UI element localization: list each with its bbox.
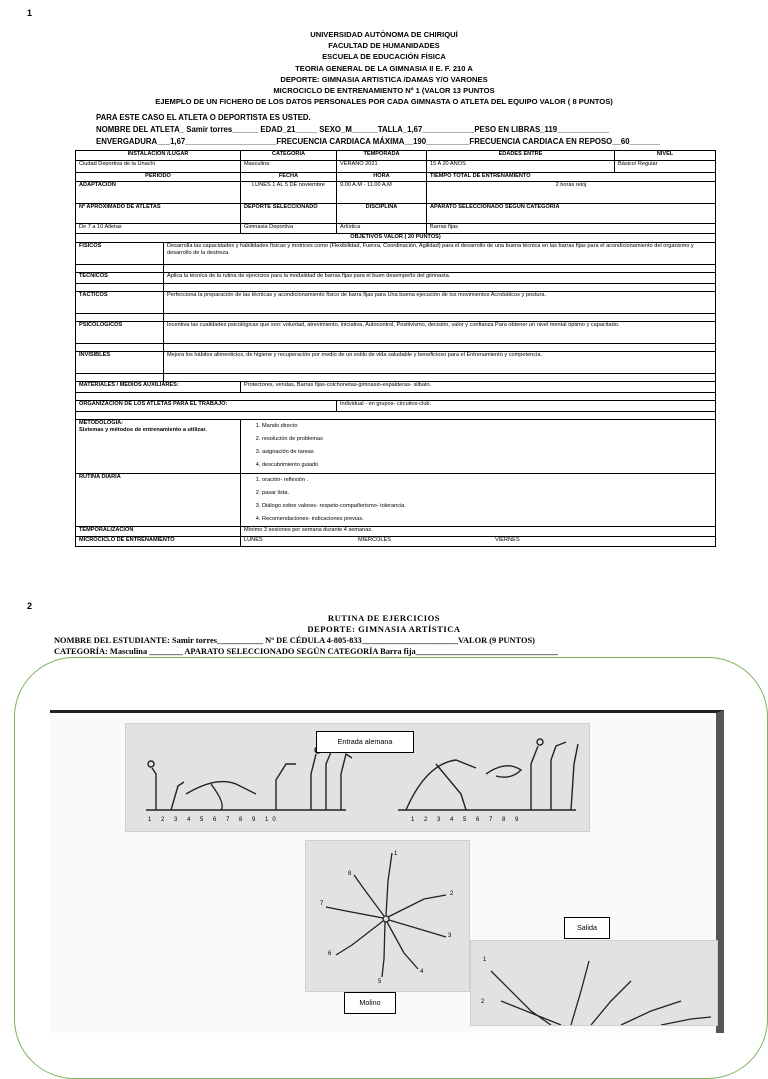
organization-value: Individual - en grupos- circuitos-club. [337,401,716,412]
molino-number: 3 [448,933,452,939]
spacer-cell [164,344,716,352]
spacer-cell [76,284,164,292]
methodology-label: METODOLOGÍA: [79,420,124,426]
objective-label-tactical: TÁCTICOS [76,292,164,314]
objective-text-invisible: Mejora los hábitos alimenticios, de higiene y recuperación por medio de un estilo de vida saludable y beneficioso para el Entrenamiento y competencia. [164,352,716,374]
spacer-cell [76,412,716,420]
entrada-alemana-label: Entrada alemana [316,731,414,753]
objective-text-psychological: Incentiva las cualidades psicológicas que son: voluntad, atrevimiento, iniciativa, Autocontrol, Positivismo, decisión, valor y confianza Para obtener un nivel mental óptimo y capacitado. [164,322,716,344]
day-friday: VIERNES [495,537,520,543]
page-number-1: 1 [27,8,33,18]
salida-photo [470,940,718,1026]
spacer-cell [164,314,716,322]
course-title: TEORIA GENERAL DE LA GIMNASIA II E. F. 210 A [295,64,473,73]
temporalization-label: TEMPORALIZACIÓN [76,527,241,537]
sport-subtitle: DEPORTE: GIMNASIA ARTÍSTICA [307,624,461,634]
microcycle-label: MICROCICLO DE ENTRENAMIENTO [76,537,241,547]
list-item: 4. Recomendaciones- indicaciones previas. [262,513,712,526]
header-cell-installation: INSTALACIÓN /LUGAR [76,151,241,161]
cell-season: VERANO 2021 [337,161,427,173]
header-cell-hour: HORA [337,173,427,182]
category-line: CATEGORÍA: Masculina ________ APARATO SELECCIONADO SEGÚN CATEGORÍA Barra fija__________________________________ [54,647,559,656]
methodology-cell [76,420,241,474]
molino-label: Molino [344,992,396,1014]
molino-number: 4 [420,969,424,975]
molino-drawing [306,841,469,991]
cell-total-time: 2 horas reloj [427,182,716,204]
day-wednesday: MIÉRCOLES [358,537,391,543]
molino-number: 8 [348,871,352,877]
list-item: 2. pasar lista. [262,487,712,500]
faculty-title: FACULTAD DE HUMANIDADES [328,41,440,50]
methodology-list-cell [241,420,716,474]
materials-label: MATERIALES / MEDIOS AUXILIARES: [76,382,241,393]
salida-label: Salida [564,917,610,939]
molino-number: 5 [378,979,382,985]
day-monday: LUNES [244,537,263,543]
sport-title: DEPORTE: GIMNASIA ARTISTICA /DAMAS Y/O VARONES [280,75,488,84]
header-cell-date: FECHA [241,173,337,182]
objective-text-physical: Desarrolla las capacidades y habilidades físicas y motrices como (Flexibilidad, Fuerza, Coordinación, Agilidad) para el desarrollo de una buena técnica en las barras fijas para el acondicionamiento del organismo y desarrollo de la destreza. [164,243,716,265]
list-item: 3. asignación de tareas [262,446,712,459]
objective-label-invisible: INVISIBLES [76,352,164,374]
spacer-cell [76,265,164,273]
organization-label: ORGANIZACIÓN DE LOS ATLETAS PARA EL TRABAJO: [76,401,337,412]
spacer-cell [164,265,716,273]
header-cell-total-time: TIEMPO TOTAL DE ENTRENAMIENTO [427,173,716,182]
list-item: 3. Diálogo sobre valores- respeto-compañerismo- tolerancia. [262,500,712,513]
molino-number: 2 [450,891,454,897]
objectives-title: OBJETIVOS VALOR ( 20 PUNTOS) [76,234,716,243]
days-cell [241,537,716,547]
school-title: ESCUELA DE EDUCACIÓN FÍSICA [322,52,446,61]
molino-number: 1 [394,851,398,857]
cell-discipline: Artística [337,224,427,234]
header-cell-level: NIVEL [615,151,716,161]
objective-label-psychological: PSICOLOGICOS [76,322,164,344]
header-cell-period: PERÍODO [76,173,241,182]
spacer-cell [164,284,716,292]
sequence-2-numbers: 1 2 3 4 5 6 7 8 9 [411,817,523,823]
routine-label: RUTINA DIARIA [76,474,241,527]
objective-label-physical: FÍSICOS [76,243,164,265]
cell-date: LUNES 1 AL 5 DE noviembre [241,182,337,204]
cell-sport: Gimnasia Deportiva [241,224,337,234]
header-cell-season: TEMPORADA [337,151,427,161]
spacer-cell [76,393,716,401]
routine-list [244,474,712,526]
spacer-cell [76,314,164,322]
header-cell-discipline: DISCIPLINA [337,204,427,224]
routine-list-cell [241,474,716,527]
cell-period: ADAPTACIÓN [76,182,241,204]
cell-level: Básico/ Regular [615,161,716,173]
objective-label-technical: TÉCNICOS [76,273,164,284]
temporalization-value: Mínimo 3 sesiones por semana durante 4 semanas. [241,527,716,537]
cell-hour: 9.00 A.M - 11.00 A.M [337,182,427,204]
salida-number: 2 [481,999,485,1005]
salida-number: 1 [483,957,487,963]
objective-text-tactical: Perfecciona la preparación de las técnicas y acondicionamiento físico de barra fijas para Una buena ejecución de los movimientos Acrobáticos y postura. [164,292,716,314]
list-item: 2. resolución de problemas [262,433,712,446]
list-item: 4. descubrimiento guiado [262,459,712,472]
spacer-cell [76,374,164,382]
athlete-measures-line: ENVERGADURA___1,67_____________________FRECUENCIA CARDIACA MÁXIMA__190__________FRECUENCIA CARDIACA EN REPOSO__60_______ [96,137,660,146]
spacer-cell [76,344,164,352]
cell-apparatus: Barras fijas [427,224,716,234]
cell-ages: 15 A 20 AÑOS [427,161,615,173]
materials-value: Protectores, vendas, Barras fijas-colchonetas-gimnasio-espalderas- silbato. [241,382,716,393]
header-cell-sport: DEPORTE SELECCIONADO [241,204,337,224]
sequence-1-numbers: 1 2 3 4 5 6 7 8 9 10 [148,817,280,823]
list-item: 1. oración- reflexión . [262,474,712,487]
molino-number: 6 [328,951,332,957]
methodology-subtitle: Sistemas y métodos de entrenamiento a utilizar. [79,427,207,434]
routine-title: RUTINA DE EJERCICIOS [327,613,441,623]
student-line: NOMBRE DEL ESTUDIANTE: Samir torres___________ Nº DE CÉDULA 4-805-833_______________________VALOR (9 PUNTOS) [54,636,535,645]
spacer-cell [164,374,716,382]
molino-number: 7 [320,901,324,907]
university-title: UNIVERSIDAD AUTÓNOMA DE CHIRIQUÍ [310,30,458,39]
example-title: EJEMPLO DE UN FICHERO DE LOS DATOS PERSONALES POR CADA GIMNASTA O ATLETA DEL EQUIPO VALOR ( 8 PUNTOS) [155,97,613,106]
header-cell-apparatus: APARATO SELECCIONADO SEGÚN CATEGORÍA [427,204,716,224]
objective-text-technical: Aplica la técnica de la rutina de ejercicios para la modalidad de barras fijas para el buen desempeño del gimnasta. [164,273,716,284]
page-number-2: 2 [27,601,33,611]
list-item: 1. Mando directo [262,420,712,433]
athlete-data-line: NOMBRE DEL ATLETA_ Samir torres______ EDAD_21_____ SEXO_M______TALLA_1,67____________PESO EN LIBRAS_119____________ [96,125,610,134]
header-cell-athletes: Nº APROXIMADO DE ATLETAS [76,204,241,224]
cell-category: Masculina [241,161,337,173]
salida-drawing [471,941,717,1025]
header-cell-ages: EDADES ENTRE [427,151,615,161]
methodology-list [244,420,712,472]
training-table [75,150,716,547]
microcycle-title: MICROCICLO DE ENTRENAMIENTO Nº 1 (VALOR 13 PUNTOS [273,86,495,95]
molino-photo [305,840,470,992]
header-cell-category: CATEGORÍA [241,151,337,161]
cell-installation: Ciudad Deportiva de la Unachi [76,161,241,173]
cell-athletes: De 7 a 10 Atletas [76,224,241,234]
athlete-note: PARA ESTE CASO EL ATLETA O DEPORTISTA ES USTED. [96,113,311,122]
